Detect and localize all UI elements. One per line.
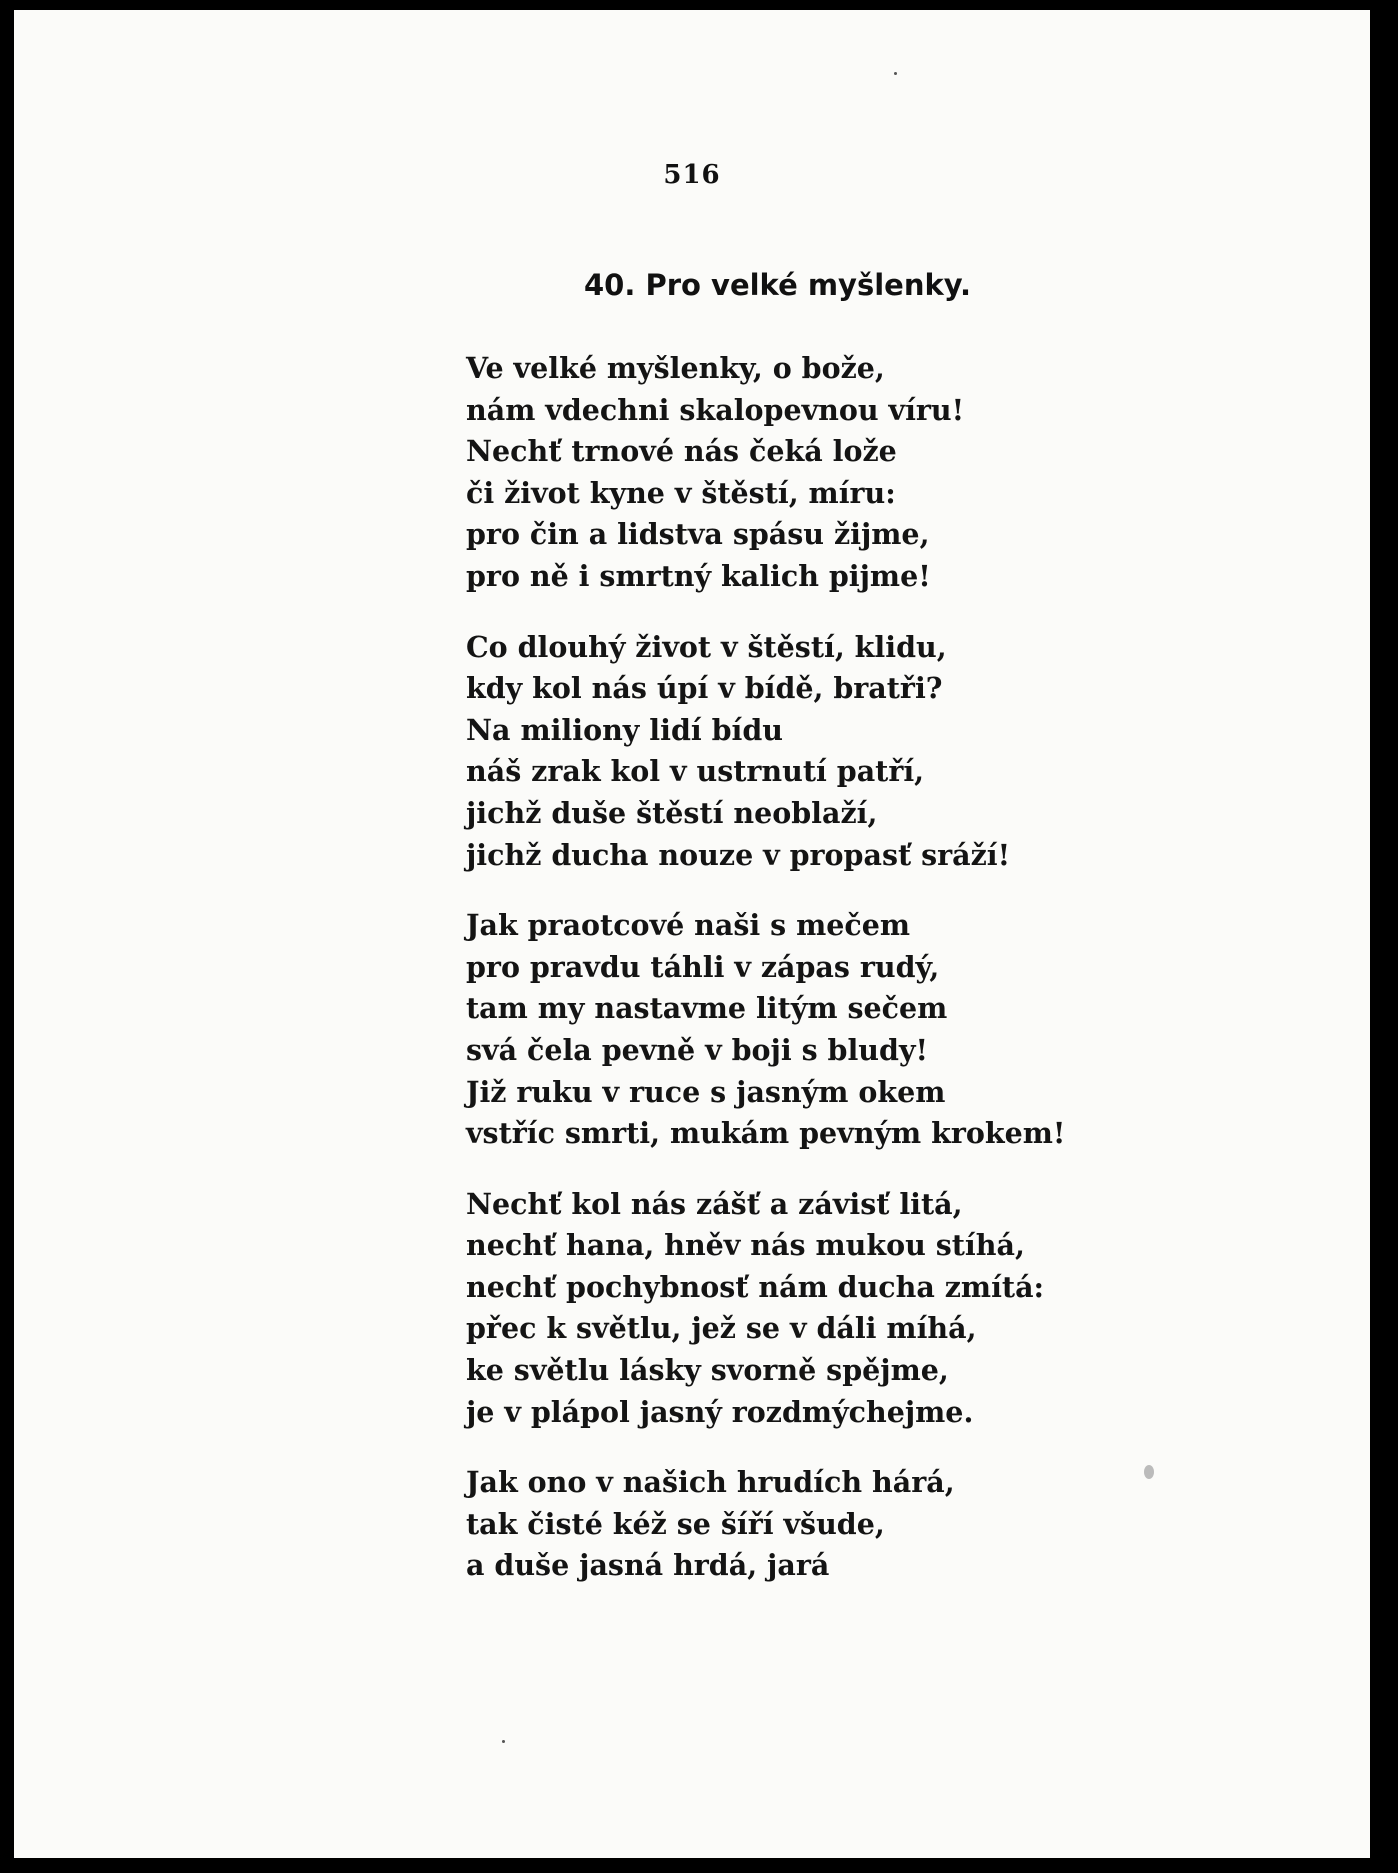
poem-line: pro čin a lidstva spásu žijme,	[466, 517, 930, 552]
stanza-2	[466, 627, 1065, 877]
scan-speck	[1144, 1465, 1154, 1479]
poem-line: Již ruku v ruce s jasným okem	[466, 1074, 946, 1109]
poem-line: či život kyne v štěstí, míru:	[466, 475, 896, 510]
poem-line: kdy kol nás úpí v bídě, bratři?	[466, 671, 943, 706]
poem-line: nechť hana, hněv nás mukou stíhá,	[466, 1228, 1025, 1263]
poem-line: Nechť trnové nás čeká lože	[466, 434, 897, 469]
stanza-4	[466, 1184, 1065, 1434]
poem-line: tak čisté kéž se šíří všude,	[466, 1506, 885, 1541]
poem-line: a duše jasná hrdá, jará	[466, 1548, 830, 1583]
scan-speck	[894, 72, 897, 75]
poem-line: Ve velké myšlenky, o bože,	[466, 351, 885, 385]
page-number: 516	[663, 160, 721, 190]
poem-line: Nechť kol nás zášť a závisť litá,	[466, 1186, 963, 1221]
poem-line: Jak praotcové naši s mečem	[466, 908, 911, 943]
book-page	[14, 10, 1370, 1858]
poem-line: svá čela pevně v boji s bludy!	[466, 1032, 929, 1067]
stanza-5	[466, 1462, 1065, 1587]
poem-line: nechť pochybnosť nám ducha zmítá:	[466, 1269, 1045, 1304]
stanza-3	[466, 905, 1065, 1155]
poem-line: tam my nastavme litým sečem	[466, 991, 948, 1026]
poem-line: ke světlu lásky svorně spějme,	[466, 1353, 949, 1388]
poem-line: Jak ono v našich hrudích hárá,	[466, 1465, 955, 1500]
poem-line: nám vdechni skalopevnou víru!	[466, 392, 965, 427]
poem-line: náš zrak kol v ustrnutí patří,	[466, 754, 925, 789]
poem-line: je v plápol jasný rozdmýchejme.	[466, 1394, 974, 1429]
poem-line: Co dlouhý život v štěstí, klidu,	[466, 629, 947, 664]
poem-line: přec k světlu, jež se v dáli míhá,	[466, 1311, 977, 1346]
poem-title: 40. Pro velké myšlenky.	[584, 268, 972, 302]
scan-edge	[560, 0, 1010, 10]
poem-body	[466, 348, 1065, 1616]
poem-line: jichž duše štěstí neoblaží,	[466, 795, 878, 830]
scan-speck	[502, 1740, 505, 1743]
poem-line: pro ně i smrtný kalich pijme!	[466, 558, 931, 593]
stanza-1	[466, 348, 1065, 598]
poem-line: Na miliony lidí bídu	[466, 712, 784, 747]
poem-line: vstříc smrti, mukám pevným krokem!	[466, 1116, 1066, 1151]
poem-line: pro pravdu táhli v zápas rudý,	[466, 949, 940, 984]
poem-line: jichž ducha nouze v propasť sráží!	[466, 837, 1011, 872]
